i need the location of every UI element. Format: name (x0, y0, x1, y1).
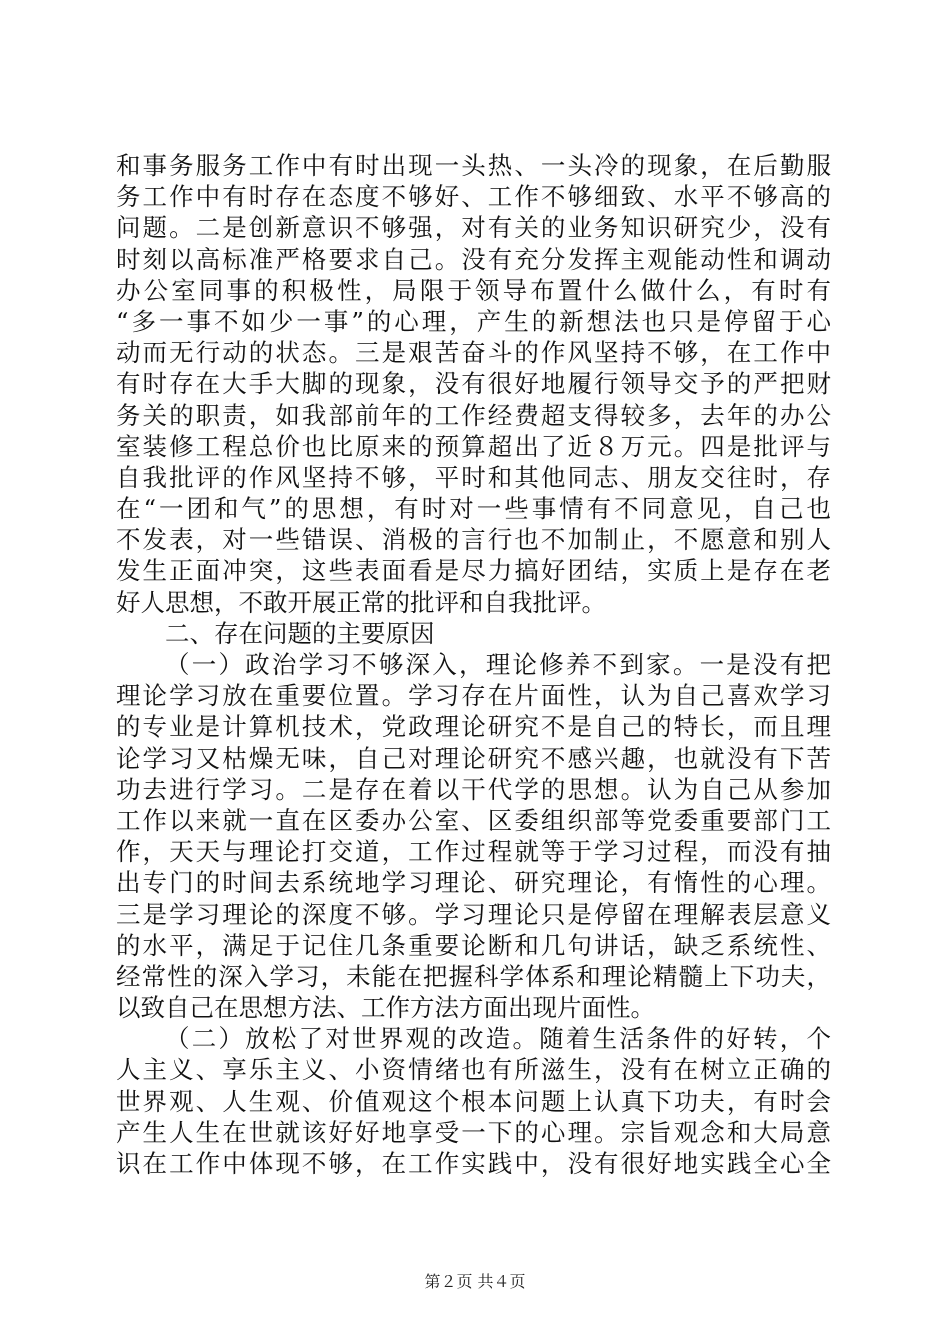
text-line: 世界观、人生观、价值观这个根本问题上认真下功夫，有时会 (116, 1086, 831, 1116)
text-line: 理论学习放在重要位置。学习存在片面性，认为自己喜欢学习 (116, 681, 831, 711)
text-line: 人主义、享乐主义、小资情绪也有所滋生，没有在树立正确的 (116, 1055, 831, 1085)
text-line: 办公室同事的积极性，局限于领导布置什么做什么，有时有 (116, 275, 831, 305)
text-line: 出专门的时间去系统地学习理论、研究理论，有惰性的心理。 (116, 868, 831, 898)
text-line: 问题。二是创新意识不够强，对有关的业务知识研究少，没有 (116, 213, 831, 243)
paragraph-first-line: （一）政治学习不够深入，理论修养不到家。一是没有把 (165, 650, 831, 679)
text-line: 时刻以高标准严格要求自己。没有充分发挥主观能动性和调动 (116, 244, 831, 274)
text-line: 功去进行学习。二是存在着以干代学的思想。认为自己从参加 (116, 774, 831, 804)
text-line: 自我批评的作风坚持不够，平时和其他同志、朋友交往时，存 (116, 462, 831, 492)
text-line: 发生正面冲突，这些表面看是尽力搞好团结，实质上是存在老 (116, 556, 831, 586)
text-line: 论学习又枯燥无味，自己对理论研究不感兴趣，也就没有下苦 (116, 743, 831, 773)
section-heading: 二、存在问题的主要原因 (165, 618, 435, 648)
text-line: 不发表，对一些错误、消极的言行也不加制止，不愿意和别人 (116, 525, 831, 555)
text-line: 的水平，满足于记住几条重要论断和几句讲话，缺乏系统性、 (116, 930, 831, 960)
text-line: 工作以来就一直在区委办公室、区委组织部等党委重要部门工 (116, 805, 831, 835)
text-line: 经常性的深入学习，未能在把握科学体系和理论精髓上下功夫， (116, 961, 831, 991)
paragraph-first-line: （二）放松了对世界观的改造。随着生活条件的好转，个 (165, 1024, 831, 1054)
text-line: 识在工作中体现不够，在工作实践中，没有很好地实践全心全 (116, 1149, 831, 1178)
text-line: 作，天天与理论打交道，工作过程就等于学习过程，而没有抽 (116, 837, 831, 867)
text-line: 以致自己在思想方法、工作方法方面出现片面性。 (116, 993, 655, 1023)
text-line: 务关的职责，如我部前年的工作经费超支得较多，去年的办公 (116, 400, 831, 430)
text-line: 室装修工程总价也比原来的预算超出了近８万元。四是批评与 (116, 431, 831, 461)
page-number-label: 第２页 共４页 (424, 1272, 526, 1291)
document-body (116, 150, 831, 1179)
text-line: 和事务服务工作中有时出现一头热、一头冷的现象，在后勤服 (116, 151, 831, 180)
text-line: “多一事不如少一事”的心理，产生的新想法也只是停留于心 (116, 306, 831, 336)
page-footer (0, 1272, 950, 1292)
text-line: 的专业是计算机技术，党政理论研究不是自己的特长，而且理 (116, 712, 831, 742)
text-line: 好人思想，不敢开展正常的批评和自我批评。 (116, 587, 606, 617)
text-line: 务工作中有时存在态度不够好、工作不够细致、水平不够高的 (116, 182, 831, 212)
text-line: 动而无行动的状态。三是艰苦奋斗的作风坚持不够，在工作中 (116, 338, 831, 368)
text-line: 三是学习理论的深度不够。学习理论只是停留在理解表层意义 (116, 899, 831, 929)
text-line: 在“一团和气”的思想，有时对一些事情有不同意见，自己也 (116, 494, 831, 524)
text-line: 产生人生在世就该好好地享受一下的心理。宗旨观念和大局意 (116, 1117, 831, 1147)
text-line: 有时存在大手大脚的现象，没有很好地履行领导交予的严把财 (116, 369, 831, 399)
